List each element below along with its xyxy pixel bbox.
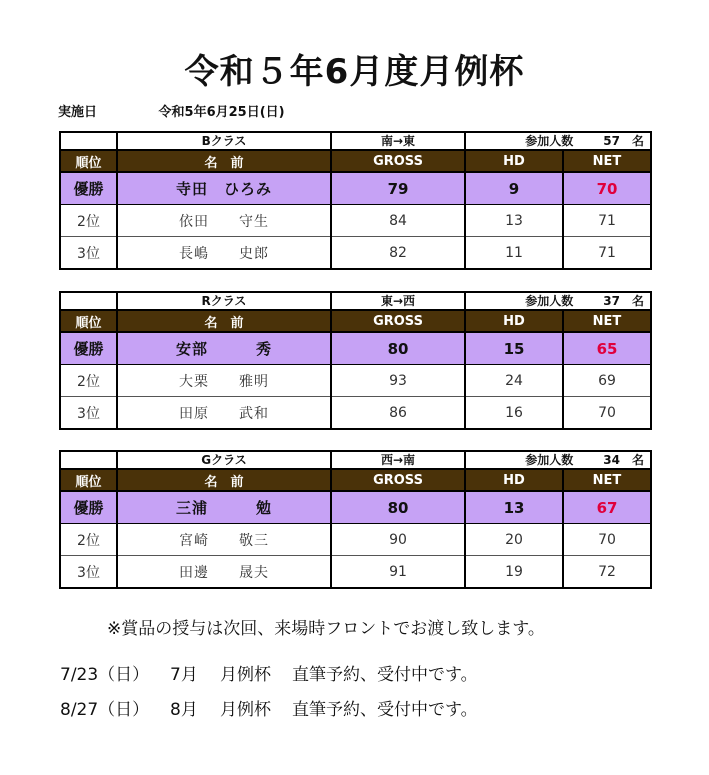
net-cell: 70	[563, 524, 651, 556]
name-cell: 安部 秀	[117, 332, 331, 365]
rank-cell: 3位	[60, 397, 117, 430]
table-row	[60, 205, 651, 237]
net-cell: 65	[563, 332, 651, 365]
net-cell: 70	[563, 397, 651, 430]
table-row	[60, 172, 651, 205]
net-cell: 67	[563, 491, 651, 524]
net-cell: 72	[563, 556, 651, 589]
hd-cell: 20	[465, 524, 563, 556]
name-cell: 田原 武和	[117, 397, 331, 430]
col-gross: GROSS	[331, 469, 465, 491]
col-net: NET	[563, 150, 651, 172]
course-route: 西→南	[331, 451, 465, 469]
hd-cell: 9	[465, 172, 563, 205]
net-cell: 71	[563, 205, 651, 237]
gross-cell: 91	[331, 556, 465, 589]
course-route: 東→西	[331, 292, 465, 310]
event-date-row	[58, 101, 285, 120]
col-net: NET	[563, 469, 651, 491]
gross-cell: 86	[331, 397, 465, 430]
course-route: 南→東	[331, 132, 465, 150]
participants	[465, 451, 651, 469]
participants-value: 34 名	[603, 453, 644, 467]
table-row	[60, 524, 651, 556]
gross-cell: 82	[331, 237, 465, 270]
participants-label: 参加人数	[525, 134, 574, 148]
schedule-date: 7/23（日）	[60, 665, 150, 685]
participants	[465, 292, 651, 310]
hd-cell: 24	[465, 365, 563, 397]
col-net: NET	[563, 310, 651, 332]
col-rank: 順位	[60, 310, 117, 332]
date-value: 令和5年6月25日(日)	[158, 105, 285, 120]
participants-label: 参加人数	[525, 294, 574, 308]
col-rank: 順位	[60, 150, 117, 172]
participants	[465, 132, 651, 150]
prize-note: ※賞品の授与は次回、来場時フロントでお渡し致します。	[107, 619, 545, 639]
gross-cell: 80	[331, 332, 465, 365]
class-name: Bクラス	[117, 132, 331, 150]
name-cell: 三浦 勉	[117, 491, 331, 524]
schedule-month: 8月	[170, 700, 198, 720]
gross-cell: 84	[331, 205, 465, 237]
table-row	[60, 491, 651, 524]
net-cell: 70	[563, 172, 651, 205]
results-table-b	[59, 131, 652, 270]
name-cell: 田邊 晟夫	[117, 556, 331, 589]
name-cell: 大栗 雅明	[117, 365, 331, 397]
hd-cell: 13	[465, 205, 563, 237]
blank-cell	[60, 292, 117, 310]
col-name: 名 前	[117, 469, 331, 491]
col-hd: HD	[465, 150, 563, 172]
gross-cell: 79	[331, 172, 465, 205]
rank-cell: 3位	[60, 556, 117, 589]
rank-cell: 優勝	[60, 172, 117, 205]
schedule-date: 8/27（日）	[60, 700, 150, 720]
schedule-line	[60, 695, 478, 720]
hd-cell: 11	[465, 237, 563, 270]
table-row	[60, 556, 651, 589]
rank-cell: 3位	[60, 237, 117, 270]
gross-cell: 80	[331, 491, 465, 524]
hd-cell: 15	[465, 332, 563, 365]
col-name: 名 前	[117, 150, 331, 172]
rank-cell: 優勝	[60, 332, 117, 365]
table-row	[60, 332, 651, 365]
rank-cell: 優勝	[60, 491, 117, 524]
net-cell: 71	[563, 237, 651, 270]
participants-label: 参加人数	[525, 453, 574, 467]
participants-value: 57 名	[603, 134, 644, 148]
table-row	[60, 237, 651, 270]
gross-cell: 93	[331, 365, 465, 397]
rank-cell: 2位	[60, 365, 117, 397]
col-rank: 順位	[60, 469, 117, 491]
rank-cell: 2位	[60, 205, 117, 237]
class-name: Rクラス	[117, 292, 331, 310]
blank-cell	[60, 132, 117, 150]
schedule-event: 月例杯	[220, 665, 271, 685]
schedule-line	[60, 660, 478, 685]
name-cell: 寺田 ひろみ	[117, 172, 331, 205]
results-table-g	[59, 450, 652, 589]
participants-value: 37 名	[603, 294, 644, 308]
name-cell: 依田 守生	[117, 205, 331, 237]
blank-cell	[60, 451, 117, 469]
col-gross: GROSS	[331, 310, 465, 332]
hd-cell: 19	[465, 556, 563, 589]
rank-cell: 2位	[60, 524, 117, 556]
col-hd: HD	[465, 469, 563, 491]
schedule-info: 直筆予約、受付中です。	[292, 665, 478, 685]
table-row	[60, 397, 651, 430]
schedule-info: 直筆予約、受付中です。	[292, 700, 478, 720]
results-table-r	[59, 291, 652, 430]
col-hd: HD	[465, 310, 563, 332]
hd-cell: 13	[465, 491, 563, 524]
page-title: 令和５年6月度月例杯	[184, 52, 525, 92]
schedule-month: 7月	[170, 665, 198, 685]
date-label: 実施日	[58, 105, 98, 120]
name-cell: 宮崎 敬三	[117, 524, 331, 556]
table-row	[60, 365, 651, 397]
class-name: Gクラス	[117, 451, 331, 469]
schedule-event: 月例杯	[220, 700, 271, 720]
gross-cell: 90	[331, 524, 465, 556]
name-cell: 長嶋 史郎	[117, 237, 331, 270]
col-name: 名 前	[117, 310, 331, 332]
col-gross: GROSS	[331, 150, 465, 172]
hd-cell: 16	[465, 397, 563, 430]
net-cell: 69	[563, 365, 651, 397]
